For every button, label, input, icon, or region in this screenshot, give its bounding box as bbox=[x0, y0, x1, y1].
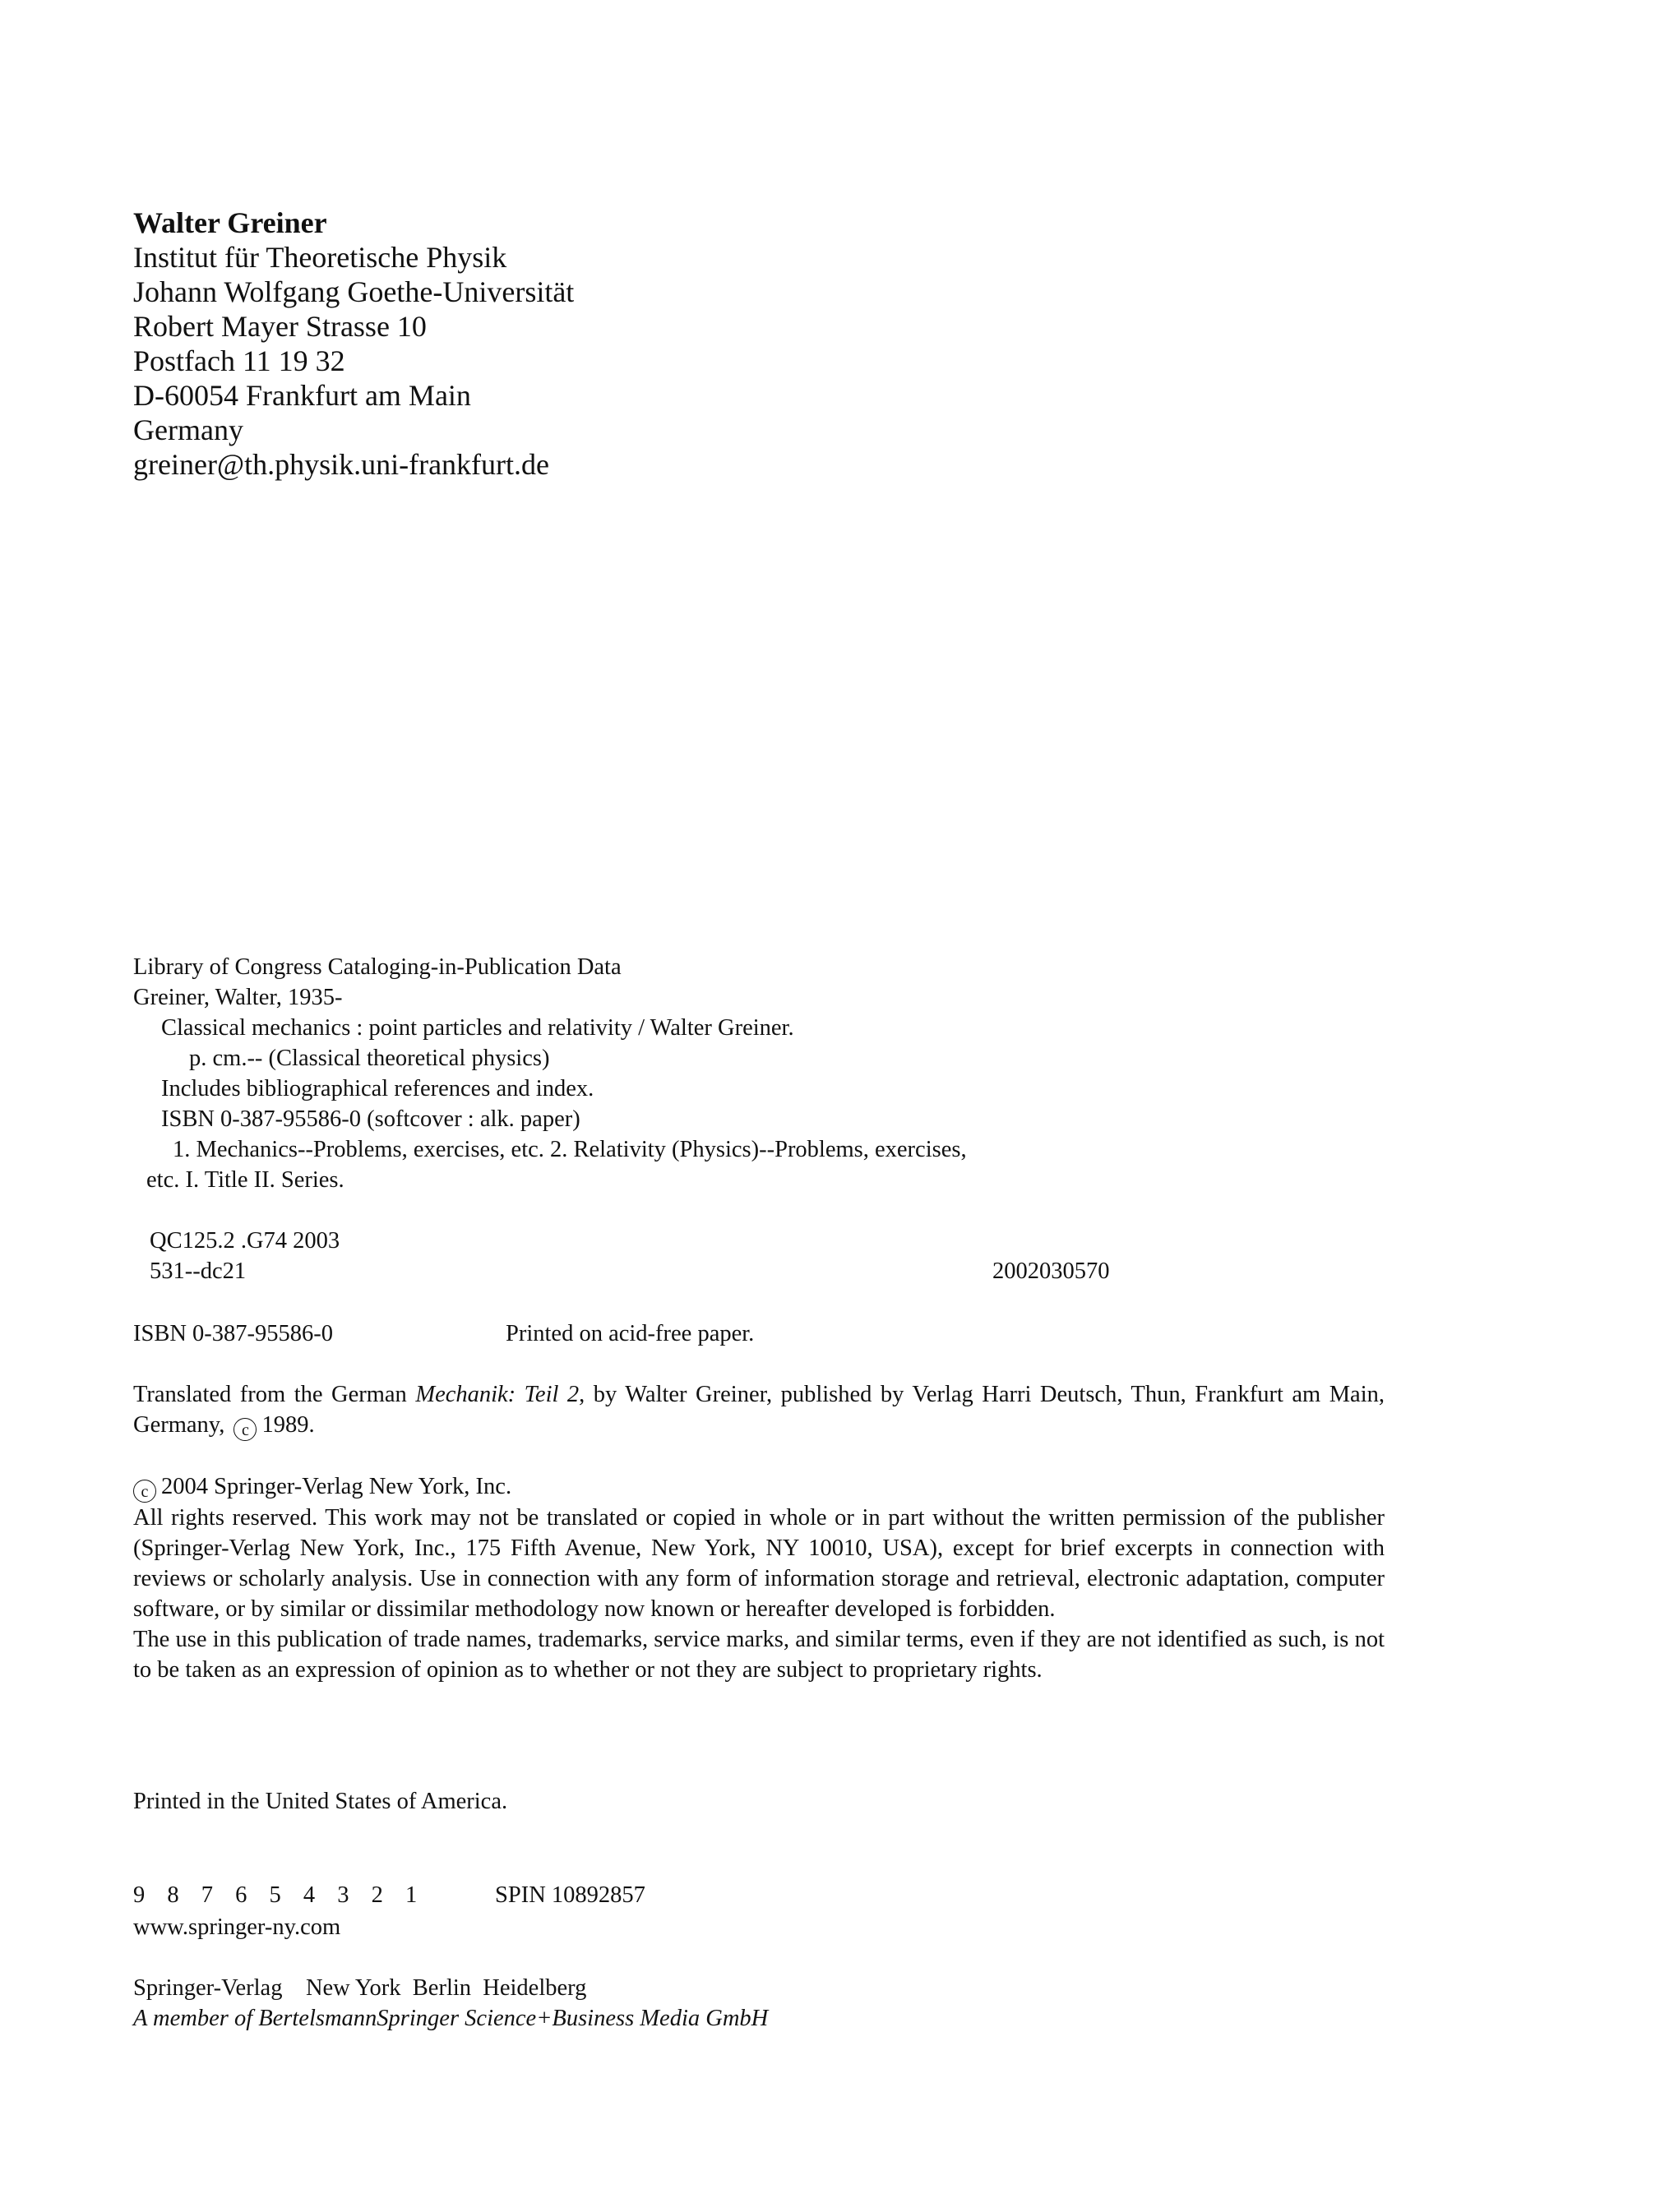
cip-subjects-line1: 1. Mechanics--Problems, exercises, etc. 2. Relativity (Physics)--Problems, exercises, bbox=[173, 1137, 967, 1162]
address-postfach: Postfach 11 19 32 bbox=[133, 344, 345, 377]
cip-call-number: QC125.2 .G74 2003 bbox=[150, 1228, 340, 1254]
author-address bbox=[133, 205, 574, 482]
address-city: D-60054 Frankfurt am Main bbox=[133, 379, 471, 412]
author-email: greiner@th.physik.uni-frankfurt.de bbox=[133, 448, 550, 481]
isbn-number: ISBN 0-387-95586-0 bbox=[133, 1321, 334, 1346]
translation-year: 1989. bbox=[261, 1412, 315, 1438]
author-name: Walter Greiner bbox=[133, 206, 327, 239]
address-university: Johann Wolfgang Goethe-Universität bbox=[133, 275, 575, 308]
isbn-line bbox=[133, 1318, 1385, 1349]
cip-subjects-line2: etc. I. Title II. Series. bbox=[146, 1167, 344, 1193]
copyright-notice bbox=[133, 1471, 1385, 1685]
printing-numbers: 9 8 7 6 5 4 3 2 1 bbox=[133, 1882, 426, 1908]
translation-note bbox=[133, 1379, 1385, 1441]
address-institute: Institut für Theoretische Physik bbox=[133, 241, 507, 274]
publisher-website: www.springer-ny.com bbox=[133, 1914, 341, 1940]
copyright-symbol-icon: c bbox=[234, 1418, 257, 1441]
cip-author: Greiner, Walter, 1935- bbox=[133, 985, 343, 1010]
cip-series: p. cm.-- (Classical theoretical physics) bbox=[189, 1046, 550, 1071]
rights-reserved-text: All rights reserved. This work may not be translated or copied in whole or in part without the written permission of the publisher (Springer-Verlag New York, Inc., 175 Fifth Avenue, New York, NY 10010, USA), except for brief excerpts in connection with reviews or scholarly analysis. Use in connection with any form of information storage and retrieval, electronic adaptation, computer software, or by similar or dissimilar methodology now known or hereafter developed is forbidden. bbox=[133, 1505, 1385, 1622]
cip-dewey-row bbox=[133, 1256, 1110, 1286]
trademark-text: The use in this publication of trade names, trademarks, service marks, and similar terms, even if they are not identified as such, is not to be taken as an expression of opinion as to whether or not they are subject to proprietary rights. bbox=[133, 1627, 1385, 1683]
cip-dewey: 531--dc21 bbox=[150, 1258, 247, 1284]
address-street: Robert Mayer Strasse 10 bbox=[133, 310, 427, 343]
print-line bbox=[133, 1880, 1385, 1910]
acid-free-paper: Printed on acid-free paper. bbox=[506, 1321, 755, 1346]
cip-data bbox=[133, 952, 1110, 1286]
copyright-symbol-icon: c bbox=[133, 1480, 156, 1503]
cip-heading: Library of Congress Cataloging-in-Publication Data bbox=[133, 954, 622, 980]
publisher-member: A member of BertelsmannSpringer Science+Business Media GmbH bbox=[133, 2006, 769, 2031]
cip-spacer bbox=[133, 1195, 967, 1226]
cip-notes: Includes bibliographical references and index. bbox=[161, 1076, 594, 1101]
cip-isbn: ISBN 0-387-95586-0 (softcover : alk. paper) bbox=[161, 1106, 580, 1132]
translation-prefix: Translated from the German bbox=[133, 1382, 407, 1407]
copyright-holder-text: 2004 Springer-Verlag New York, Inc. bbox=[161, 1474, 512, 1499]
cip-title: Classical mechanics : point particles and relativity / Walter Greiner. bbox=[161, 1015, 794, 1041]
translation-details: , by Walter Greiner, published by Verlag Harri Deutsch, Thun, Frankfurt am Main, Germany, bbox=[133, 1382, 1385, 1438]
copyright-holder bbox=[133, 1471, 1385, 1503]
original-title: Mechanik: Teil 2 bbox=[415, 1382, 580, 1407]
spin-number: SPIN 10892857 bbox=[495, 1882, 645, 1908]
printed-in: Printed in the United States of America. bbox=[133, 1789, 508, 1814]
cip-lccn: 2002030570 bbox=[992, 1258, 1110, 1284]
publisher-info bbox=[133, 1973, 1385, 2034]
publisher-name: Springer-Verlag New York Berlin Heidelberg bbox=[133, 1975, 587, 2001]
address-country: Germany bbox=[133, 413, 243, 446]
